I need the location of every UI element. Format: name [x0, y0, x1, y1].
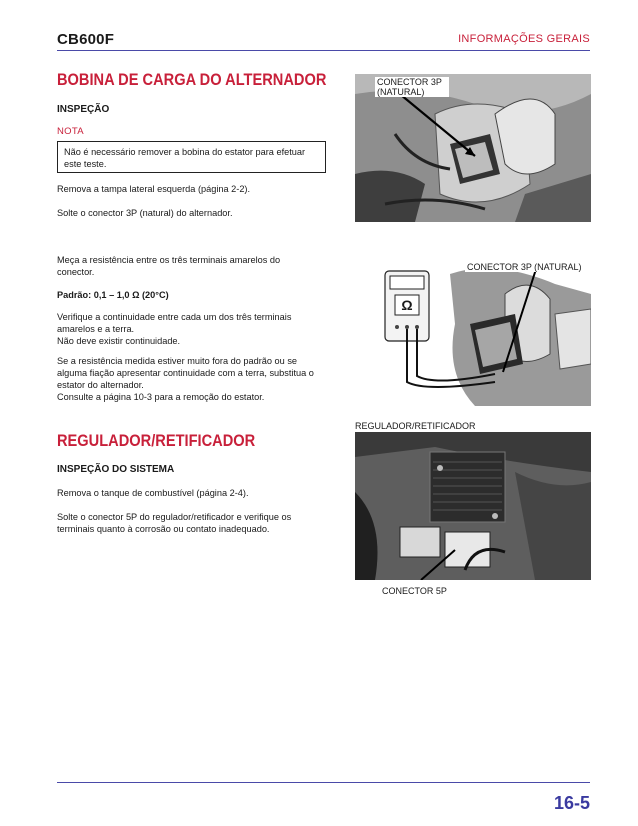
footer-rule [57, 782, 590, 783]
note-box [57, 141, 326, 173]
figure-caption-5p: CONECTOR 5P [382, 586, 447, 596]
manual-model: CB600F [57, 31, 115, 48]
page-number: 16-5 [553, 793, 590, 813]
paragraph-no-continuity: Não deve existir continuidade. [57, 336, 181, 346]
subheading-system-inspection: INSPEÇÃO DO SISTEMA [57, 464, 175, 475]
photo-3p-connector [355, 74, 591, 222]
figure-caption-3p-top: CONECTOR 3P (NATURAL) [375, 77, 449, 97]
paragraph-replace-stator: Se a resistência medida estiver muito fora do padrão ou se alguma fiação apresentar continuidade com a terra, substitua o estator do alternador. [57, 356, 314, 390]
paragraph-see-page: Consulte a página 10-3 para a remoção do estator. [57, 392, 265, 402]
paragraph-remove-tank: Remova o tanque de combustível (página 2-4). [57, 488, 249, 498]
section-title-alternator-coil: BOBINA DE CARGA DO ALTERNADOR [57, 70, 327, 89]
subheading-inspection: INSPEÇÃO [57, 104, 110, 115]
standard-value: Padrão: 0,1 – 1,0 Ω (20°C) [57, 290, 169, 300]
section-title-regulator: REGULADOR/RETIFICADOR [57, 431, 256, 450]
diagram-multimeter-drawing [355, 254, 591, 406]
section-name: INFORMAÇÕES GERAIS [458, 33, 590, 45]
paragraph-measure-resistance: Meça a resistência entre os três terminais amarelos do conector. [57, 255, 281, 277]
paragraph-remove-cover: Remova a tampa lateral esquerda (página 2-2). [57, 184, 251, 194]
figure-caption-3p-meter: CONECTOR 3P (NATURAL) [467, 262, 582, 272]
ohm-symbol: Ω [401, 297, 413, 313]
figure-caption-regulator: REGULADOR/RETIFICADOR [355, 421, 476, 431]
paragraph-check-continuity: Verifique a continuidade entre cada um dos três terminais amarelos e a terra. [57, 312, 292, 334]
photo-regulator-drawing [355, 432, 591, 580]
photo-regulator-rectifier [355, 432, 591, 580]
diagram-multimeter-3p [355, 254, 591, 406]
paragraph-disconnect-3p: Solte o conector 3P (natural) do alternador. [57, 208, 233, 218]
note-label: NOTA [57, 126, 84, 137]
note-text: Não é necessário remover a bobina do estator para efetuar este teste. [64, 147, 306, 169]
header-rule [57, 50, 590, 51]
paragraph-disconnect-5p: Solte o conector 5P do regulador/retificador e verifique os terminais quanto à corrosão ou contato inadequado. [57, 512, 292, 534]
